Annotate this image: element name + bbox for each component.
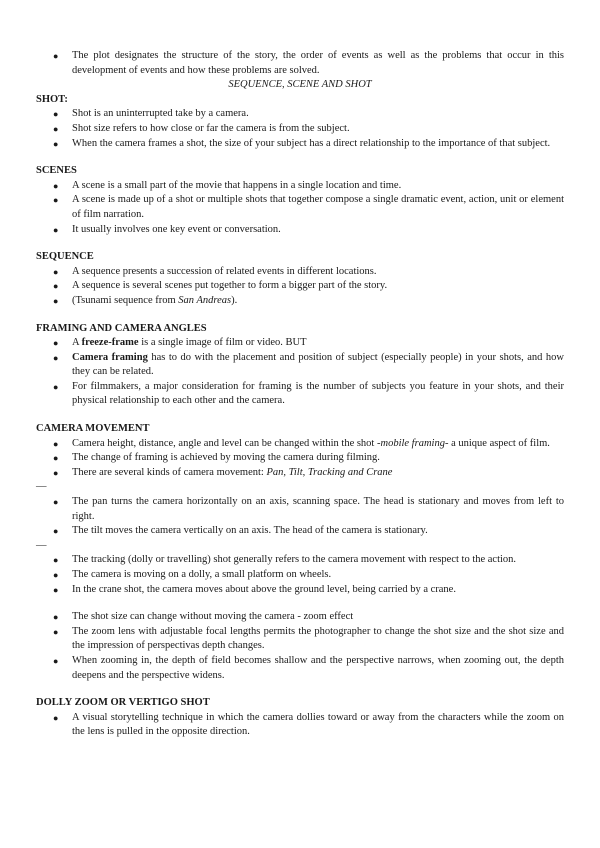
- bullet-icon: ●: [53, 612, 59, 623]
- bullet-icon: ●: [53, 224, 59, 235]
- framing-heading: FRAMING AND CAMERA ANGLES: [36, 322, 207, 334]
- list-item: ● A freeze-frame is a single image of film or video. BUT: [36, 336, 564, 351]
- bullet-icon: ●: [53, 526, 59, 537]
- list-item: ● Camera height, distance, angle and level can be changed within the shot -mobile framing- a unique aspect of film.: [36, 437, 564, 452]
- sequence-heading: SEQUENCE: [36, 251, 94, 263]
- list-item: ● When the camera frames a shot, the size of your subject has a direct relationship to the importance of that subject.: [36, 137, 564, 152]
- dash-separator: —: [36, 539, 47, 551]
- list-item: ● A sequence is several scenes put together to form a bigger part of the story.: [36, 279, 564, 294]
- movement-list: [36, 437, 564, 481]
- list-item: ● There are several kinds of camera movement: Pan, Tilt, Tracking and Crane: [36, 466, 564, 481]
- list-item: ● The camera is moving on a dolly, a small platform on wheels.: [36, 568, 564, 583]
- movement-heading: CAMERA MOVEMENT: [36, 423, 150, 435]
- list-item: ● The zoom lens with adjustable focal lengths permits the photographer to change the shot size and the shot size and the impression of perspectivas depth changes.: [53, 625, 564, 652]
- list-item: ● Shot is an uninterrupted take by a camera.: [36, 107, 564, 122]
- bullet-icon: ●: [53, 266, 59, 277]
- scenes-list: [36, 179, 564, 237]
- sequence-list: [36, 265, 564, 309]
- scenes-heading: SCENES: [36, 165, 77, 177]
- list-item: ● A sequence presents a succession of related events in different locations.: [36, 265, 564, 280]
- list-item: ● (Tsunami sequence from San Andreas).: [36, 294, 564, 309]
- bullet-icon: ●: [53, 467, 59, 478]
- bullet-icon: ●: [53, 295, 59, 306]
- bullet-icon: ●: [53, 281, 59, 292]
- list-item: ● The change of framing is achieved by moving the camera during filming.: [36, 451, 564, 466]
- intro-list: [36, 49, 564, 78]
- list-item: ● It usually involves one key event or conversation.: [36, 223, 564, 238]
- list-item: ● For filmmakers, a major consideration for framing is the number of subjects you feature in your shots, and their physical relationship to each other and the camera.: [53, 380, 564, 407]
- list-item: ● A visual storytelling technique in which the camera dollies toward or away from the characters while the zoom on the lens is pulled in the opposite direction.: [53, 711, 564, 738]
- dash-separator: —: [36, 481, 47, 493]
- bullet-icon: ●: [53, 438, 59, 449]
- bullet-icon: ●: [53, 138, 59, 149]
- list-item: ● The pan turns the camera horizontally on an axis, scanning space. The head is stationary and moves from left to right.: [53, 496, 564, 522]
- bullet-icon: ●: [53, 51, 59, 61]
- bullet-icon: ●: [53, 570, 59, 580]
- bullet-icon: ●: [53, 109, 59, 120]
- list-item: ● A scene is a small part of the movie that happens in a single location and time.: [36, 179, 564, 194]
- list-item: ● When zooming in, the depth of field becomes shallow and the perspective narrows, when zooming out, the depth deepens and the perspective widens.: [53, 654, 564, 681]
- bullet-icon: ●: [53, 584, 59, 595]
- shot-heading: SHOT:: [36, 93, 68, 105]
- list-item: ● The tracking (dolly or travelling) shot generally refers to the camera movement with respect to the action.: [36, 553, 564, 568]
- movement-zoom-list: [36, 610, 564, 683]
- bullet-icon: ●: [53, 195, 59, 206]
- list-item: ● Camera framing has to do with the placement and position of subject (especially people) in your shots, and how they can be related.: [53, 351, 565, 378]
- section-title: SEQUENCE, SCENE AND SHOT: [228, 79, 372, 91]
- movement-pan-tilt-list: [36, 495, 564, 539]
- shot-list: [36, 107, 564, 151]
- bullet-icon: ●: [53, 555, 59, 566]
- bullet-icon: ●: [53, 497, 59, 508]
- bullet-icon: ●: [53, 123, 59, 134]
- dolly-heading: DOLLY ZOOM OR VERTIGO SHOT: [36, 697, 210, 709]
- bullet-icon: ●: [53, 352, 59, 363]
- list-item: ● The shot size can change without moving the camera - zoom effect: [36, 610, 564, 625]
- bullet-icon: ●: [53, 655, 59, 666]
- bullet-icon: ●: [53, 180, 59, 191]
- bullet-icon: ●: [53, 626, 59, 637]
- framing-list: [36, 336, 564, 409]
- list-item: ● In the crane shot, the camera moves about above the ground level, being carried by a crane.: [36, 583, 564, 598]
- bullet-icon: ●: [53, 712, 59, 723]
- list-item: ● A scene is made up of a shot or multiple shots that together compose a single dramatic event, action, unit or element of film narration.: [53, 194, 564, 220]
- bullet-icon: ●: [53, 381, 59, 392]
- bullet-icon: ●: [53, 338, 59, 349]
- list-item: ● Shot size refers to how close or far the camera is from the subject.: [36, 122, 564, 137]
- list-item: ● The plot designates the structure of the story, the order of events as well as the problems that occur in this development of events and how these problems are solved.: [53, 50, 564, 76]
- movement-tracking-crane-list: [36, 553, 564, 597]
- list-item: ● The tilt moves the camera vertically on an axis. The head of the camera is stationary.: [36, 524, 564, 539]
- dolly-list: [36, 711, 564, 740]
- document-body: [36, 49, 564, 740]
- bullet-icon: ●: [53, 453, 59, 464]
